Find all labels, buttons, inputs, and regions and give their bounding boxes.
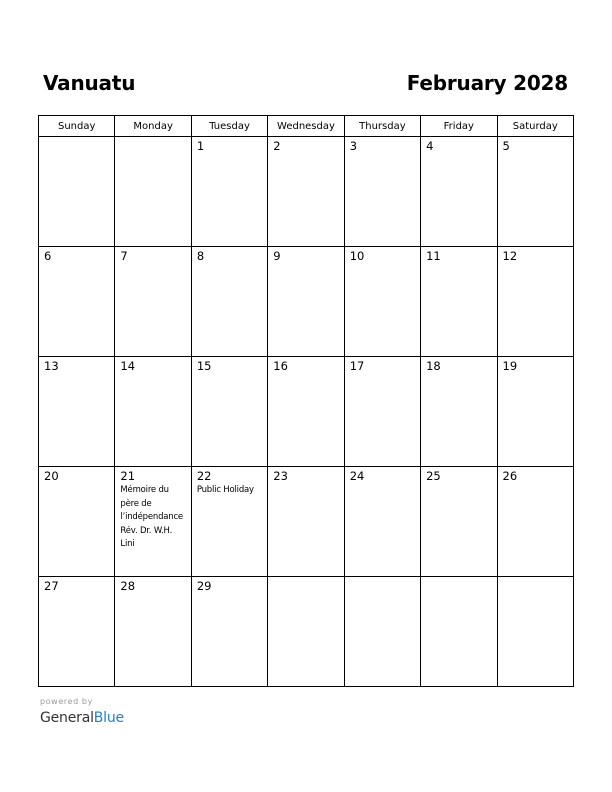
weekday-sunday: Sunday xyxy=(39,116,115,137)
day-number: 20 xyxy=(44,469,59,483)
day-cell xyxy=(344,467,420,577)
weekday-wednesday: Wednesday xyxy=(268,116,344,137)
day-number: 26 xyxy=(502,469,518,483)
day-cell xyxy=(115,247,191,357)
day-cell xyxy=(421,357,497,467)
day-number: 7 xyxy=(120,249,128,263)
day-cell xyxy=(497,577,573,687)
day-cell xyxy=(115,137,191,247)
week-row xyxy=(39,357,574,467)
week-row xyxy=(39,247,574,357)
day-cell xyxy=(191,467,267,577)
day-number: 19 xyxy=(502,359,518,373)
holiday-label: Mémoire du père de l’indépendance Rév. Dr. W.H. Lini xyxy=(120,485,183,549)
day-number: 29 xyxy=(196,579,212,593)
week-row xyxy=(39,467,574,577)
powered-by-text: powered by xyxy=(40,697,93,706)
day-cell xyxy=(39,467,115,577)
day-number xyxy=(421,577,496,580)
day-cell xyxy=(344,577,420,687)
day-number: 24 xyxy=(349,469,365,483)
day-cell xyxy=(191,247,267,357)
month-title: February 2028 xyxy=(406,71,568,95)
day-cell xyxy=(497,467,573,577)
day-number: 15 xyxy=(196,359,212,373)
day-number: 1 xyxy=(196,139,205,153)
day-number: 5 xyxy=(502,139,510,153)
brand-blue: Blue xyxy=(93,710,124,726)
day-number: 18 xyxy=(426,359,441,373)
country-title: Vanuatu xyxy=(43,71,136,95)
day-number: 23 xyxy=(273,469,288,483)
day-cell xyxy=(497,357,573,467)
day-number: 21 xyxy=(120,469,136,483)
day-cell xyxy=(268,467,344,577)
day-number xyxy=(268,577,343,580)
weekday-saturday: Saturday xyxy=(497,116,573,137)
day-cell xyxy=(497,137,573,247)
day-number: 2 xyxy=(273,139,281,153)
day-cell xyxy=(39,137,115,247)
day-cell xyxy=(344,137,420,247)
day-cell xyxy=(268,577,344,687)
day-number: 13 xyxy=(44,359,59,373)
holiday-label: Public Holiday xyxy=(196,485,254,495)
day-cell xyxy=(191,357,267,467)
day-cell xyxy=(421,467,497,577)
footer-branding xyxy=(40,697,124,728)
day-cell xyxy=(421,577,497,687)
day-cell xyxy=(39,357,115,467)
day-number: 28 xyxy=(120,579,136,593)
weekday-thursday: Thursday xyxy=(344,116,420,137)
weekday-monday: Monday xyxy=(115,116,191,137)
calendar-grid xyxy=(38,115,574,687)
day-cell xyxy=(191,577,267,687)
day-number xyxy=(115,137,190,140)
day-cell xyxy=(421,247,497,357)
day-number: 17 xyxy=(349,359,365,373)
day-number: 11 xyxy=(426,249,441,263)
week-row xyxy=(39,577,574,687)
day-number: 14 xyxy=(120,359,136,373)
generalblue-logo[interactable] xyxy=(40,708,124,728)
day-cell xyxy=(268,247,344,357)
day-cell xyxy=(344,247,420,357)
day-cell xyxy=(115,577,191,687)
day-cell xyxy=(344,357,420,467)
day-number: 22 xyxy=(196,469,212,483)
day-number: 12 xyxy=(502,249,518,263)
day-number: 8 xyxy=(196,249,205,263)
day-number: 25 xyxy=(426,469,441,483)
day-number: 27 xyxy=(44,579,59,593)
day-cell xyxy=(268,137,344,247)
day-cell xyxy=(497,247,573,357)
week-row xyxy=(39,137,574,247)
brand-general: General xyxy=(40,710,94,726)
day-cell xyxy=(421,137,497,247)
day-number: 9 xyxy=(273,249,281,263)
weekday-tuesday: Tuesday xyxy=(191,116,267,137)
day-number: 10 xyxy=(349,249,365,263)
day-number: 6 xyxy=(44,249,52,263)
day-cell xyxy=(39,577,115,687)
day-number: 16 xyxy=(273,359,288,373)
day-number xyxy=(498,577,573,580)
day-number: 3 xyxy=(349,139,358,153)
day-cell xyxy=(115,357,191,467)
weekday-friday: Friday xyxy=(421,116,497,137)
day-number: 4 xyxy=(426,139,434,153)
weekday-header-row xyxy=(39,116,574,137)
day-cell xyxy=(268,357,344,467)
day-number xyxy=(39,137,114,140)
day-number xyxy=(345,577,420,580)
day-cell xyxy=(115,467,191,577)
day-cell xyxy=(191,137,267,247)
day-cell xyxy=(39,247,115,357)
